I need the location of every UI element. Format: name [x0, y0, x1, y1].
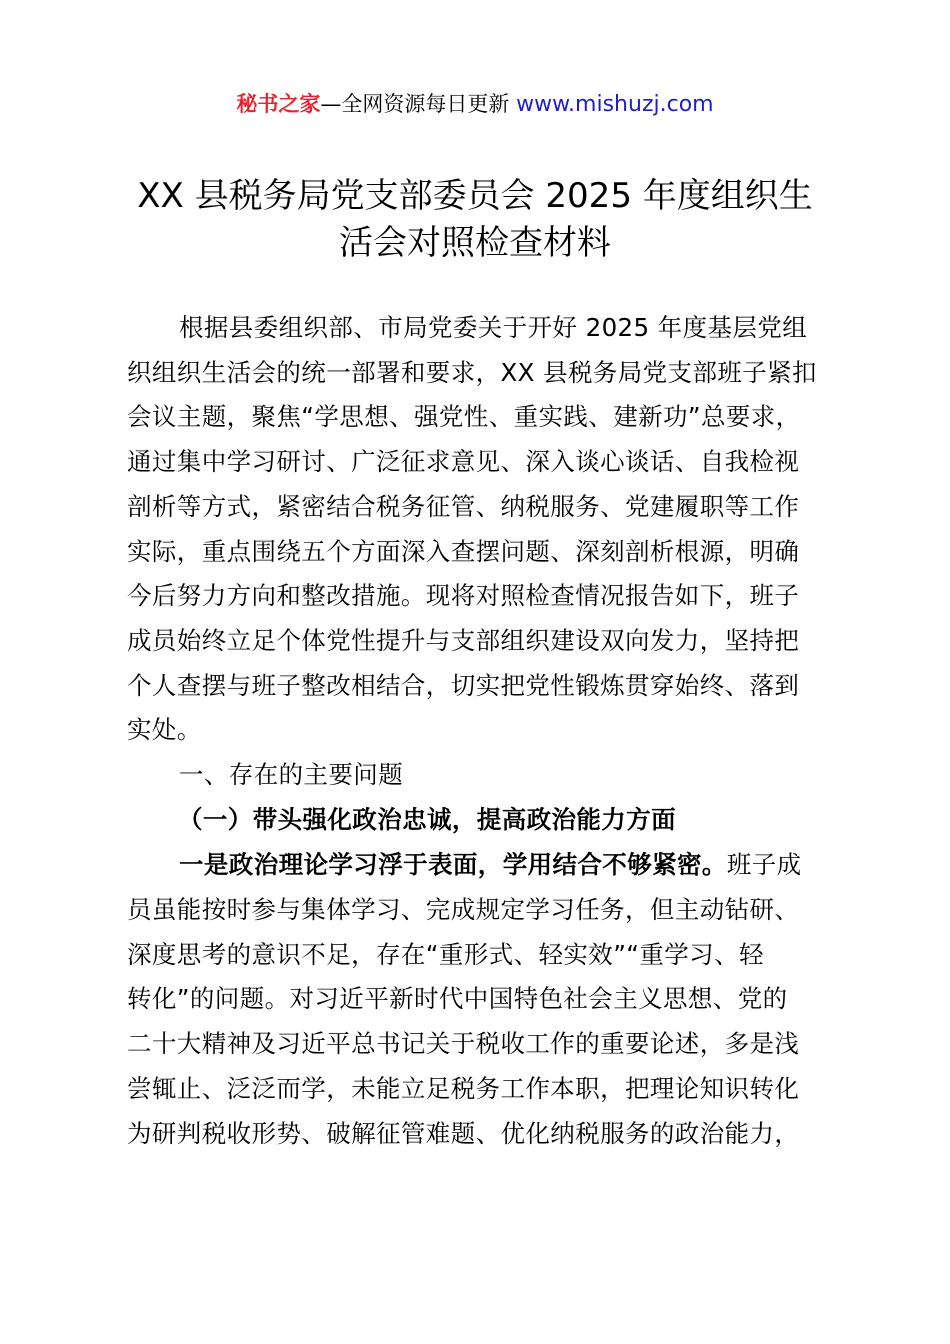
section-heading: 一、存在的主要问题 — [179, 760, 404, 789]
paragraph-line: 深度思考的意识不足，存在“重形式、轻实效”“重学习、轻 — [127, 939, 764, 969]
paragraph-line: 成员始终立足个体党性提升与支部组织建设双向发力，坚持把 — [127, 625, 800, 655]
point-1-text: 班子成 — [726, 850, 802, 879]
document-title-line-2: 活会对照检查材料 — [339, 223, 611, 263]
paragraph-line: 剖析等方式，紧密结合税务征管、纳税服务、党建履职等工作 — [127, 491, 800, 521]
site-watermark-header — [0, 88, 950, 118]
paragraph-line: 实处。 — [127, 715, 202, 745]
brand-name: 秘书之家 — [236, 92, 321, 116]
paragraph-line: 实际，重点围绕五个方面深入查摆问题、深刻剖析根源，明确 — [127, 536, 800, 566]
slogan: —全网资源每日更新 — [320, 92, 517, 116]
paragraph-line: 个人查摆与班子整改相结合，切实把党性锻炼贯穿始终、落到 — [127, 670, 800, 700]
paragraph-line: 二十大精神及习近平总书记关于税收工作的重要论述，多是浅 — [127, 1029, 800, 1059]
site-url-link[interactable]: www.mishuzj.com — [516, 92, 714, 117]
paragraph-line: 会议主题，聚焦“学思想、强党性、重实践、建新功”总要求， — [127, 402, 801, 432]
paragraph-line: 织组织生活会的统一部署和要求，XX 县税务局党支部班子紧扣 — [127, 357, 817, 387]
point-1-heading: 一是政治理论学习浮于表面，学用结合不够紧密。 — [179, 850, 727, 879]
paragraph-line: 转化”的问题。对习近平新时代中国特色社会主义思想、党的 — [127, 984, 788, 1014]
document-title-line-1: XX 县税务局党支部委员会 2025 年度组织生 — [137, 176, 813, 216]
paragraph-line: 尝辄止、泛泛而学，未能立足税务工作本职，把理论知识转化 — [127, 1073, 800, 1103]
paragraph-line: 通过集中学习研讨、广泛征求意见、深入谈心谈话、自我检视 — [127, 447, 800, 477]
paragraph-line: 员虽能按时参与集体学习、完成规定学习任务，但主动钻研、 — [127, 895, 800, 924]
paragraph-line: 根据县委组织部、市局党委关于开好 2025 年度基层党组 — [179, 313, 808, 342]
paragraph-line: 为研判税收形势、破解征管难题、优化纳税服务的政治能力， — [127, 1118, 800, 1148]
subsection-heading: （一）带头强化政治忠诚，提高政治能力方面 — [178, 805, 676, 834]
point-1-first-line — [179, 850, 802, 880]
paragraph-line: 今后努力方向和整改措施。现将对照检查情况报告如下，班子 — [127, 581, 800, 611]
